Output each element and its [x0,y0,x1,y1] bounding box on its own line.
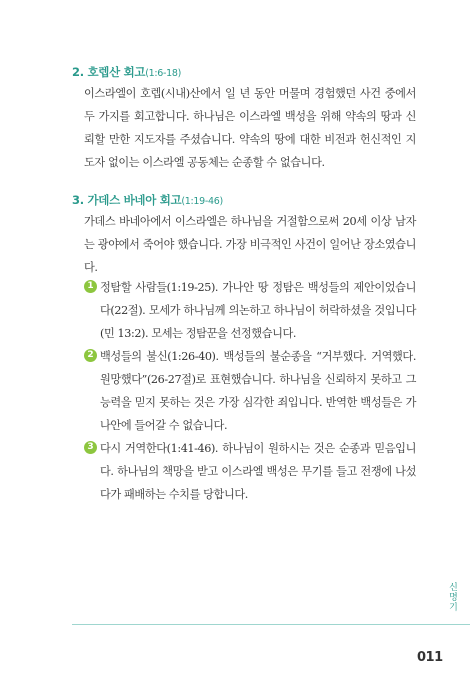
section-2-paragraph: 이스라엘이 호렙(시내)산에서 일 년 동안 머물며 경험했던 사건 중에서 두 가지를 회고합니다. 하나님은 이스라엘 백성을 위해 약속의 땅과 신뢰할 만한 지도자를 주셨습니다. 약속의 땅에 대한 비전과 헌신적인 지도자 없이는 이스라엘 공동체는 순종할 수 없습니다. [84,87,416,169]
list-item-1-text: 정탐할 사람들(1:19-25). 가나안 땅 정탐은 백성들의 제안이었습니다(22절). 모세가 하나님께 의논하고 하나님이 허락하셨을 것입니다(민 13:2). 모세는 정탐꾼을 선정했습니다. [100,281,416,340]
page-number: 011 [417,650,443,665]
number-badge-2: 2 [84,349,97,362]
list-item-2-text: 백성들의 불신(1:26-40). 백성들의 불순종을 “거부했다. 거역했다. 원망했다”(26-27절)로 표현했습니다. 하나님을 신뢰하지 못하고 그 능력을 믿지 못하는 것은 가장 심각한 죄입니다. 반역한 백성들은 가나안에 들어갈 수 없습니다. [100,350,416,432]
section-2-reference: (1:6-18) [145,68,182,79]
section-3-heading [72,192,223,208]
section-3-reference: (1:19-46) [181,196,223,207]
book-side-tab: 신명기 [447,582,457,612]
list-item-1 [84,276,416,345]
section-3-paragraph: 가데스 바네아에서 이스라엘은 하나님을 거절함으로써 20세 이상 남자는 광야에서 죽어야 했습니다. 가장 비극적인 사건이 일어난 장소였습니다. [84,215,416,274]
section-3-title: 3. 가데스 바네아 회고 [72,193,182,207]
list-item-3-text: 다시 거역한다(1:41-46). 하나님이 원하시는 것은 순종과 믿음입니다. 하나님의 책망을 받고 이스라엘 백성은 무기를 들고 전쟁에 나섰다가 패배하는 수치를 당합니다. [100,442,416,501]
list-item-3 [84,437,416,506]
footer-divider [72,624,470,625]
list-item-2 [84,345,416,437]
section-2-title: 2. 호렙산 회고 [72,65,146,79]
number-badge-1: 1 [84,280,97,293]
number-badge-3: 3 [84,441,97,454]
section-2-heading [72,64,181,80]
